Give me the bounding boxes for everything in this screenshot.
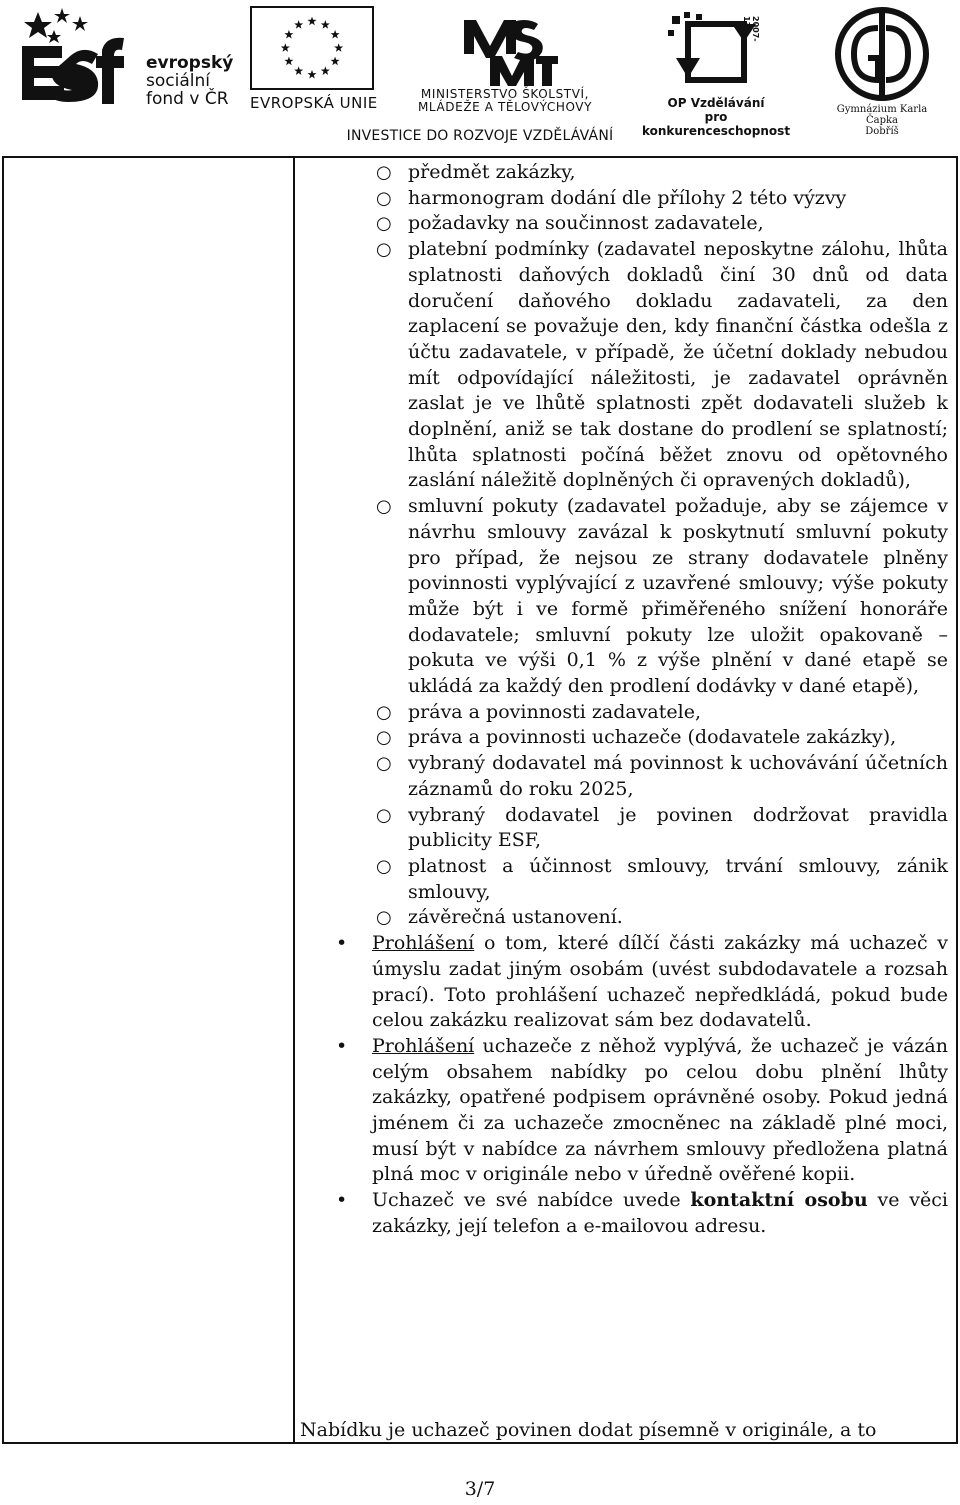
- list-item: ○ platnost a účinnost smlouvy, trvání smlouvy, zánik smlouvy,: [376, 854, 948, 903]
- eu-star-icon: [294, 66, 303, 75]
- list-item: • Uchazeč ve své nabídce uvede kontaktní osobu ve věci zakázky, její telefon a e-mailovou adresu.: [336, 1189, 949, 1237]
- list-item: ○ platební podmínky (zadavatel neposkytne zálohu, lhůta splatnosti daňových dokladů činí 30 dnů od data doručení daňového dokladu zadavateli, za den zaplacení se považuje den, kdy finanční částka odešla z účtu zadavatele, v případě, že účetní doklady nebudou mít odpovídající náležitosti, je zadavatel oprávněn zaslat je ve lhůtě splatnosti zpět dodavateli služeb k doplnění, aniž se tak dostane do prodlení se splatností; lhůta splatnosti počíná běžet znovu od opětovného zaslání náležitě doplněných či opravených dokladů),: [376, 238, 948, 492]
- page-number: 3/7: [464, 1478, 496, 1500]
- circle-bullet-icon: ○: [376, 239, 392, 261]
- esf-wordmark: evropský sociální fond v ČR: [146, 53, 234, 109]
- msmt-logo: [405, 6, 605, 116]
- gkc-monogram-icon: [834, 6, 930, 102]
- offer-delivery-paragraph: Nabídku je uchazeč povinen dodat písemně v originále, a to: [300, 1419, 877, 1441]
- eu-star-icon: [284, 30, 293, 39]
- circle-bullet-icon: ○: [376, 162, 392, 183]
- list-item: ○ vybraný dodavatel je povinen dodržovat pravidla publicity ESF,: [376, 803, 948, 852]
- list-item: • Prohlášení o tom, které dílčí části zakázky má uchazeč v úmyslu zadat jiným osobám (uvést subdodavatele a rozsah prací). Toto prohlášení uchazeč nepředkládá, pokud bude celou zakázku realizovat sám bez dodavatelů.: [336, 932, 948, 1032]
- eu-star-icon: [334, 43, 343, 52]
- circle-bullet-icon: ○: [376, 213, 392, 235]
- msmt-caption: MINISTERSTVO ŠKOLSTVÍ, MLÁDEŽE A TĚLOVÝCHOVY: [417, 87, 593, 114]
- invest-slogan: INVESTICE DO ROZVOJE VZDĚLÁVÁNÍ: [346, 128, 614, 144]
- eu-logo: EVROPSKÁ UNIE: [250, 6, 378, 114]
- eu-star-icon: [331, 30, 340, 39]
- dot-bullet-icon: •: [336, 1034, 348, 1057]
- circle-bullet-icon: ○: [376, 187, 392, 209]
- list-item: ○ harmonogram dodání dle přílohy 2 této výzvy: [300, 186, 948, 212]
- circle-bullet-icon: ○: [376, 855, 392, 877]
- dot-bullet-icon: •: [336, 1189, 348, 1212]
- list-item: ○ práva a povinnosti uchazeče (dodavatele zakázky),: [300, 725, 948, 751]
- list-item: ○ závěrečná ustanovení.: [300, 905, 948, 931]
- eu-star-icon: [307, 17, 316, 26]
- op-vk-caption: OP Vzdělávání pro konkurenceschopnost: [641, 96, 791, 138]
- offer-requirements-list: [300, 931, 948, 1239]
- list-item: ○ vybraný dodavatel má povinnost k uchovávání účetních záznamů do roku 2025,: [376, 752, 948, 800]
- list-item: ○ požadavky na součinnost zadavatele,: [300, 211, 948, 237]
- esf-logo-icon: [18, 6, 138, 110]
- eu-star-icon: [321, 20, 330, 29]
- gkc-caption: Gymnázium Karla Čapka Dobříš: [836, 104, 928, 137]
- list-item: ○ smluvní pokuty (zadavatel požaduje, aby se zájemce v návrhu smlouvy zavázal k poskytnutí smluvní pokuty pro případ, že nejsou ze strany dodavatele plněny povinnosti vyplývající z uzavřené smlouvy; výše pokuty může být i ve formě přiměřeného snížení honoráře dodavatele; smluvní pokuty lze uložit opakovaně – pokuta ve výši 0,1 % z výše plnění v dané etapě se ukládá za každý den prodlení dodávky v dané etapě),: [376, 495, 948, 698]
- circle-bullet-icon: ○: [376, 907, 392, 929]
- gkc-logo: [822, 6, 942, 137]
- eu-star-icon: [321, 66, 330, 75]
- eu-flag-icon: [250, 6, 374, 90]
- page-header: [0, 0, 960, 150]
- esf-logo: [18, 6, 238, 116]
- circle-bullet-icon: ○: [376, 727, 392, 749]
- dot-bullet-icon: •: [336, 932, 348, 955]
- contract-terms-list: [300, 160, 948, 931]
- eu-star-icon: [281, 43, 290, 52]
- circle-bullet-icon: ○: [376, 496, 392, 518]
- list-item: ○ práva a povinnosti zadavatele,: [300, 700, 948, 726]
- eu-star-icon: [294, 20, 303, 29]
- requirements-text: [300, 160, 948, 1240]
- circle-bullet-icon: ○: [376, 701, 392, 723]
- msmt-monogram-icon: [460, 16, 560, 88]
- column-divider: [293, 158, 295, 1442]
- circle-bullet-icon: ○: [376, 804, 392, 826]
- circle-bullet-icon: ○: [376, 753, 392, 775]
- eu-star-icon: [331, 57, 340, 66]
- eu-star-icon: [284, 57, 293, 66]
- list-item: ○ předmět zakázky,: [300, 160, 948, 186]
- eu-star-icon: [307, 70, 316, 79]
- op-vk-logo: 2007-13 OP Vzdělávání pro konkurenceschopnost: [636, 6, 796, 124]
- list-item: • Prohlášení uchazeče z něhož vyplývá, že uchazeč je vázán celým obsahem nabídky po celou dobu plnění lhůty zakázky, opatřené podpisem oprávněné osoby. Pokud jedná jménem či za uchazeče zmocněnec na základě plné moci, musí být v nabídce za návrhem smlouvy předložena platná plná moc v originále nebo v úředně ověřené kopii.: [336, 1034, 948, 1186]
